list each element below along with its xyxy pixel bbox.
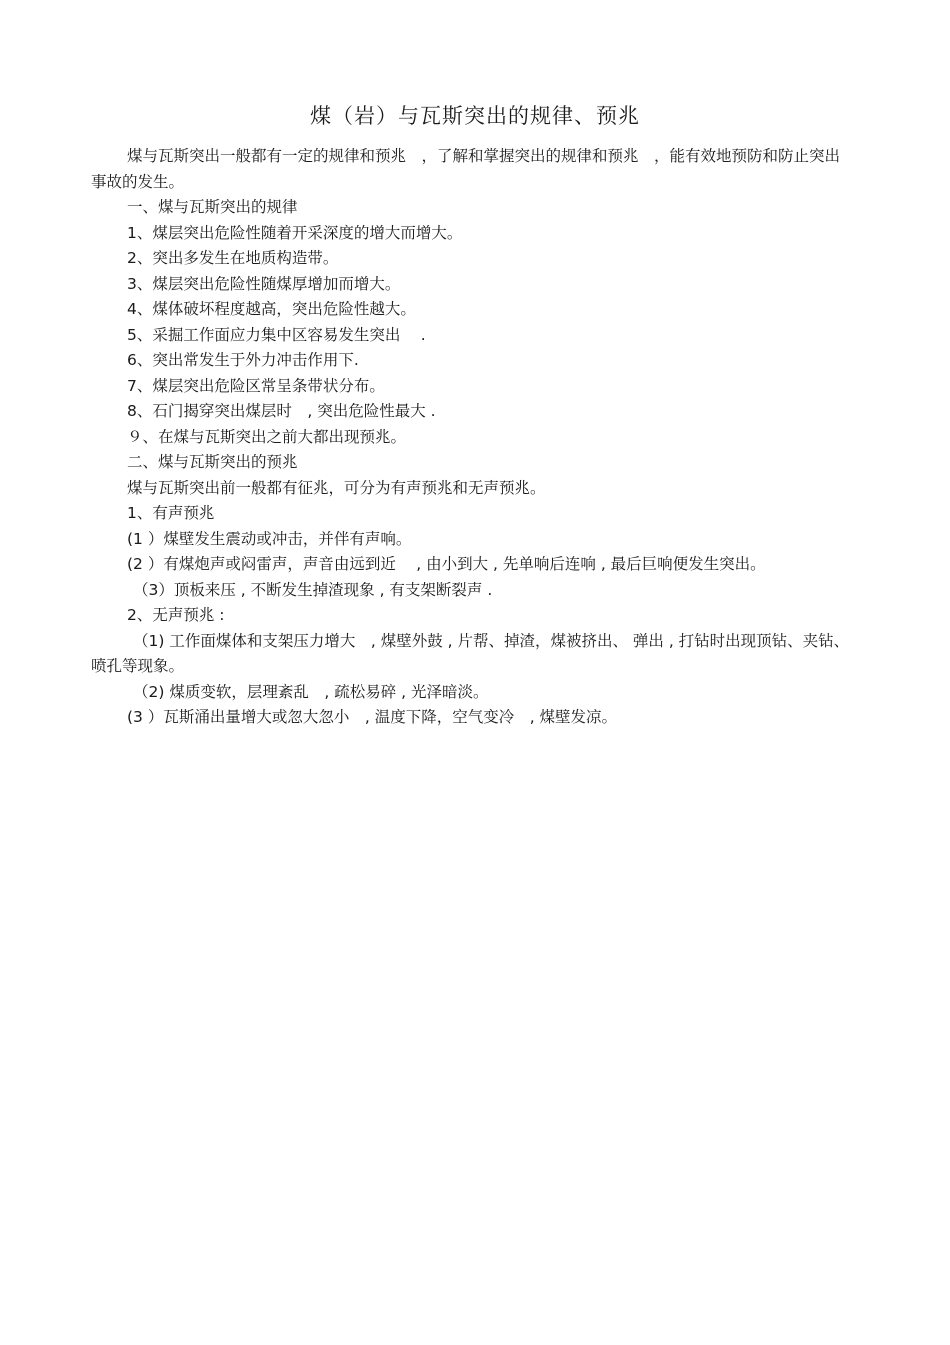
silent-sign-1: （1) 工作面煤体和支架压力增大 , 煤壁外鼓 , 片帮、掉渣，煤被挤出、 弹出 , 打钻时出现顶钻、夹钻、喷孔等现象。 — [91, 631, 850, 675]
rule-item-6: 6、突出常发生于外力冲击作用下. — [127, 351, 359, 369]
audible-sign-2: (2 ）有煤炮声或闷雷声，声音由远到近 , 由小到大 , 先单响后连响 , 最后巨响便发生突出。 — [127, 555, 766, 573]
silent-sign-3: (3 ）瓦斯涌出量增大或忽大忽小 , 温度下降，空气变冷 , 煤壁发凉。 — [127, 708, 618, 726]
section-heading-rules: 一、煤与瓦斯突出的规律 — [127, 198, 298, 216]
rule-item-8: 8、石门揭穿突出煤层时 , 突出危险性最大 . — [127, 402, 436, 420]
rule-item-1: 1、煤层突出危险性随着开采深度的增大而增大。 — [127, 223, 463, 242]
rule-item-5: 5、采掘工作面应力集中区容易发生突出 . — [127, 325, 426, 344]
rule-item-3: 3、煤层突出危险性随煤厚增加而增大。 — [127, 274, 401, 293]
document-title: 煤（岩）与瓦斯突出的规律、预兆 — [310, 104, 640, 128]
intro-paragraph: 煤与瓦斯突出一般都有一定的规律和预兆 ，了解和掌握突出的规律和预兆 ，能有效地预防和防止突出事故的发生。 — [91, 147, 841, 191]
section-heading-signs: 二、煤与瓦斯突出的预兆 — [127, 453, 298, 471]
audible-sign-1: (1 ）煤壁发生震动或冲击，并伴有声响。 — [127, 529, 412, 548]
rule-item-7: 7、煤层突出危险区常呈条带状分布。 — [127, 376, 385, 395]
subsection-heading-audible: 1、有声预兆 — [127, 504, 215, 522]
subsection-heading-silent: 2、无声预兆 : — [127, 606, 225, 624]
signs-intro: 煤与瓦斯突出前一般都有征兆，可分为有声预兆和无声预兆。 — [127, 478, 546, 497]
audible-sign-3: （3）顶板来压 , 不断发生掉渣现象 , 有支架断裂声 . — [133, 580, 493, 599]
silent-sign-2: （2) 煤质变软，层理紊乱 , 疏松易碎 , 光泽暗淡。 — [133, 682, 489, 701]
document-body — [91, 144, 855, 731]
rule-item-4: 4、煤体破坏程度越高，突出危险性越大。 — [127, 300, 416, 318]
rule-item-9: ９、在煤与瓦斯突出之前大都出现预兆。 — [127, 427, 407, 446]
rule-item-2: 2、突出多发生在地质构造带。 — [127, 249, 339, 267]
